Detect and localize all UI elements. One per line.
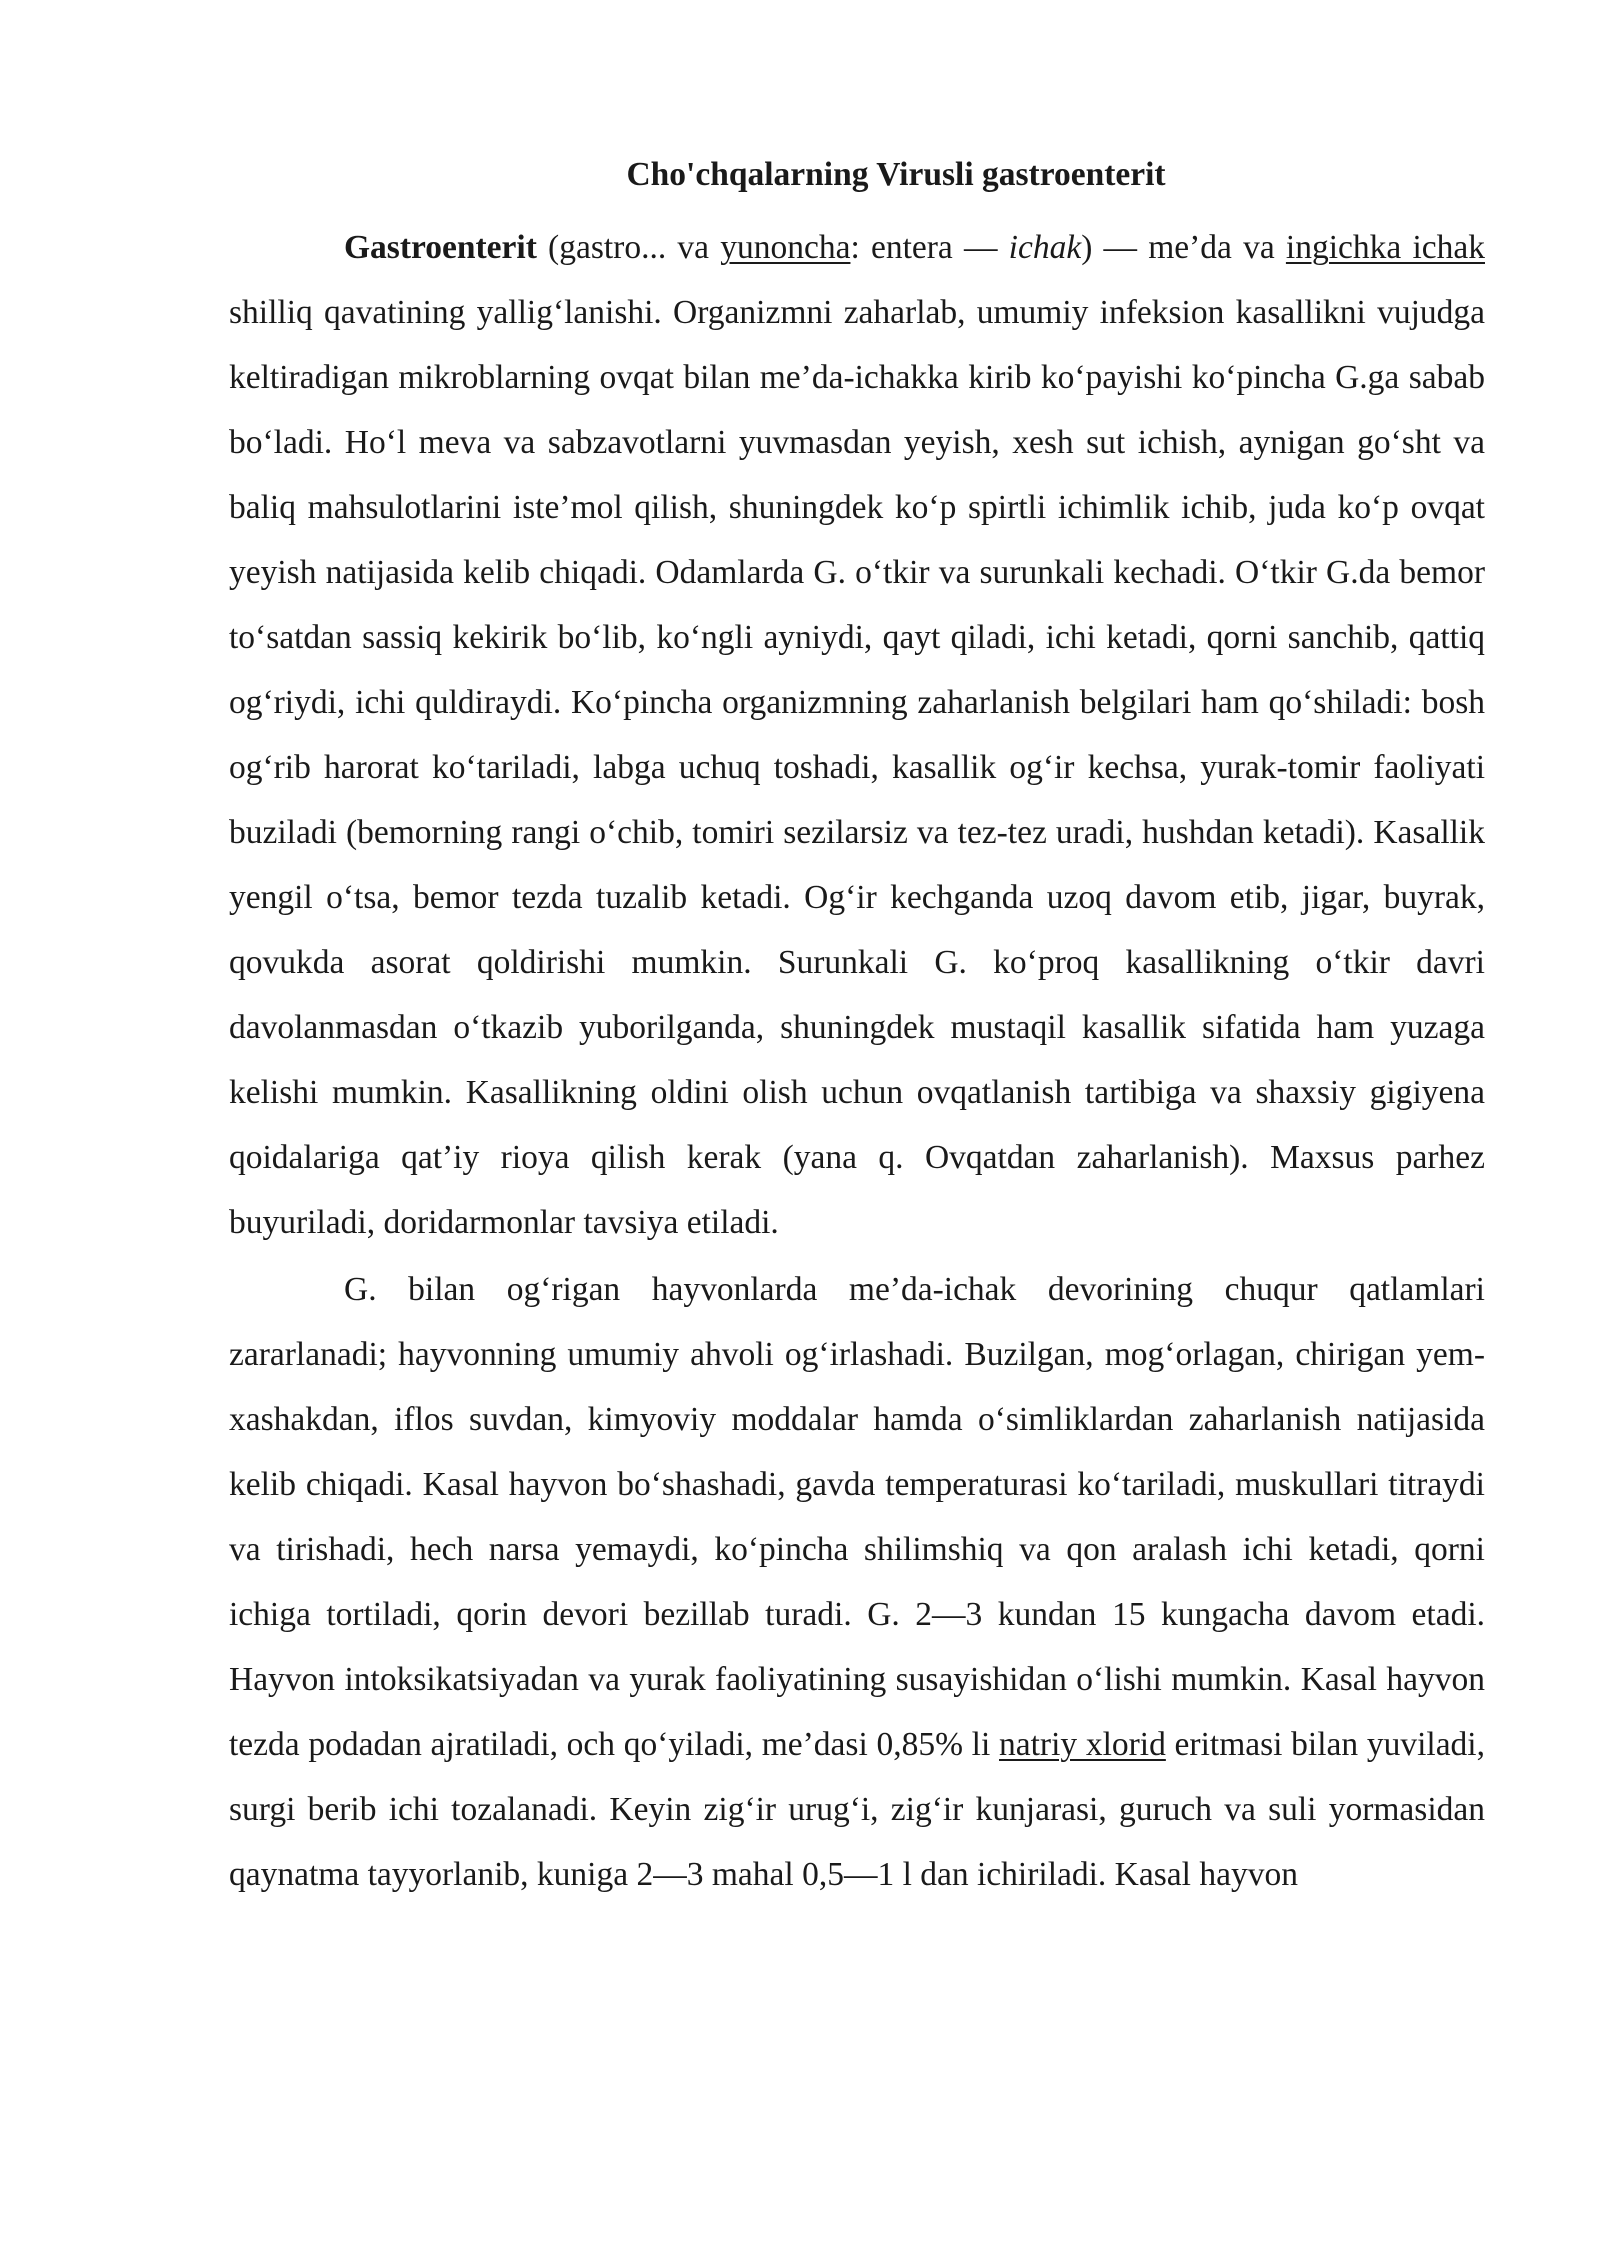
document-title: Cho'chqalarning Virusli gastroenterit (626, 156, 1166, 193)
link-natriy-xlorid[interactable]: natriy xlorid (999, 1726, 1166, 1763)
paragraph1-body-text: shilliq qavatining yallig‘lanishi. Organizmni zaharlab, umumiy infeksion kasallikni vujudga keltiradigan mikroblarning ovqat bilan me’da-ichakka kirib ko‘payishi ko‘pincha G.ga sabab bo‘ladi. Ho‘l meva va sabzavotlarni yuvmasdan yeyish, xesh sut ichish, aynigan go‘sht va baliq mahsulotlarini iste’mol qilish, shuningdek ko‘p spirtli ichimlik ichib, juda ko‘p ovqat yeyish natijasida kelib chiqadi. Odamlarda G. o‘tkir va surunkali kechadi. O‘tkir G.da bemor to‘satdan sassiq kekirik bo‘lib, ko‘ngli ayniydi, qayt qiladi, ichi ketadi, qorni sanchib, qattiq og‘riydi, ichi quldiraydi. Ko‘pincha organizmning zaharlanish belgilari ham qo‘shiladi: bosh og‘rib harorat ko‘tariladi, labga uchuq toshadi, kasallik og‘ir kechsa, yurak-tomir faoliyati buziladi (bemorning rangi o‘chib, tomiri sezilarsiz va tez-tez uradi, hushdan ketadi). Kasallik yengil o‘tsa, bemor tezda tuzalib ketadi. Og‘ir kechganda uzoq davom etib, jigar, buyrak, qovukda asorat qoldirishi mumkin. Surunkali G. ko‘proq kasallikning o‘tkir davri davolanmasdan o‘tkazib yuborilganda, shuningdek mustaqil kasallik sifatida ham yuzaga kelishi mumkin. Kasallikning oldini olish uchun ovqatlanish tartibiga va shaxsiy gigiyena qoidalariga qat’iy rioya qilish kerak (yana q. Ovqatdan zaharlanish). Maxsus parhez buyuriladi, doridarmonlar tavsiya etiladi. (229, 294, 1485, 1241)
etymology-text-a: (gastro... va (536, 229, 721, 266)
link-ingichka-ichak[interactable]: ingichka ichak (1285, 229, 1485, 266)
document-body (229, 150, 1485, 1907)
paragraph2-text-a: G. bilan og‘rigan hayvonlarda me’da-ichak devorining chuqur qatlamlari zararlanadi; hayvonning umumiy ahvoli og‘irlashadi. Buzilgan, mog‘orlagan, chirigan yem-xashakdan, iflos suvdan, kimyoviy moddalar hamda o‘simliklardan zaharlanish natijasida kelib chiqadi. Kasal hayvon bo‘shashadi, gavda temperaturasi ko‘tariladi, muskullari titraydi va tirishadi, hech narsa yemaydi, ko‘pincha shilimshiq va qon aralash ichi ketadi, qorni ichiga tortiladi, qorin devori bezillab turadi. G. 2—3 kundan 15 kungacha davom etadi. Hayvon intoksikatsiyadan va yurak faoliyatining susayishidan o‘lishi mumkin. Kasal hayvon tezda podadan ajratiladi, och qo‘yiladi, me’dasi 0,85% li (229, 1271, 1485, 1763)
paragraph-animal-gastroenterit (229, 1257, 1485, 1907)
etymology-text-c: ) — me’da va (1081, 229, 1286, 266)
paragraph-gastroenterit-definition (229, 215, 1485, 1255)
paragraph2-text-b: eritmasi bilan yuviladi, surgi berib ichi tozalanadi. Keyin zig‘ir urug‘i, zig‘ir kunjarasi, guruch va suli yormasidan qaynatma tayyorlanib, kuniga 2—3 mahal 0,5—1 l dan ichiriladi. Kasal hayvon (229, 1726, 1485, 1893)
term-gastroenterit: Gastroenterit (344, 229, 537, 266)
etymology-text-b: : entera — (850, 229, 1009, 266)
link-yunoncha[interactable]: yunoncha (720, 229, 851, 266)
etymology-italic-ichak: ichak (1008, 229, 1082, 266)
